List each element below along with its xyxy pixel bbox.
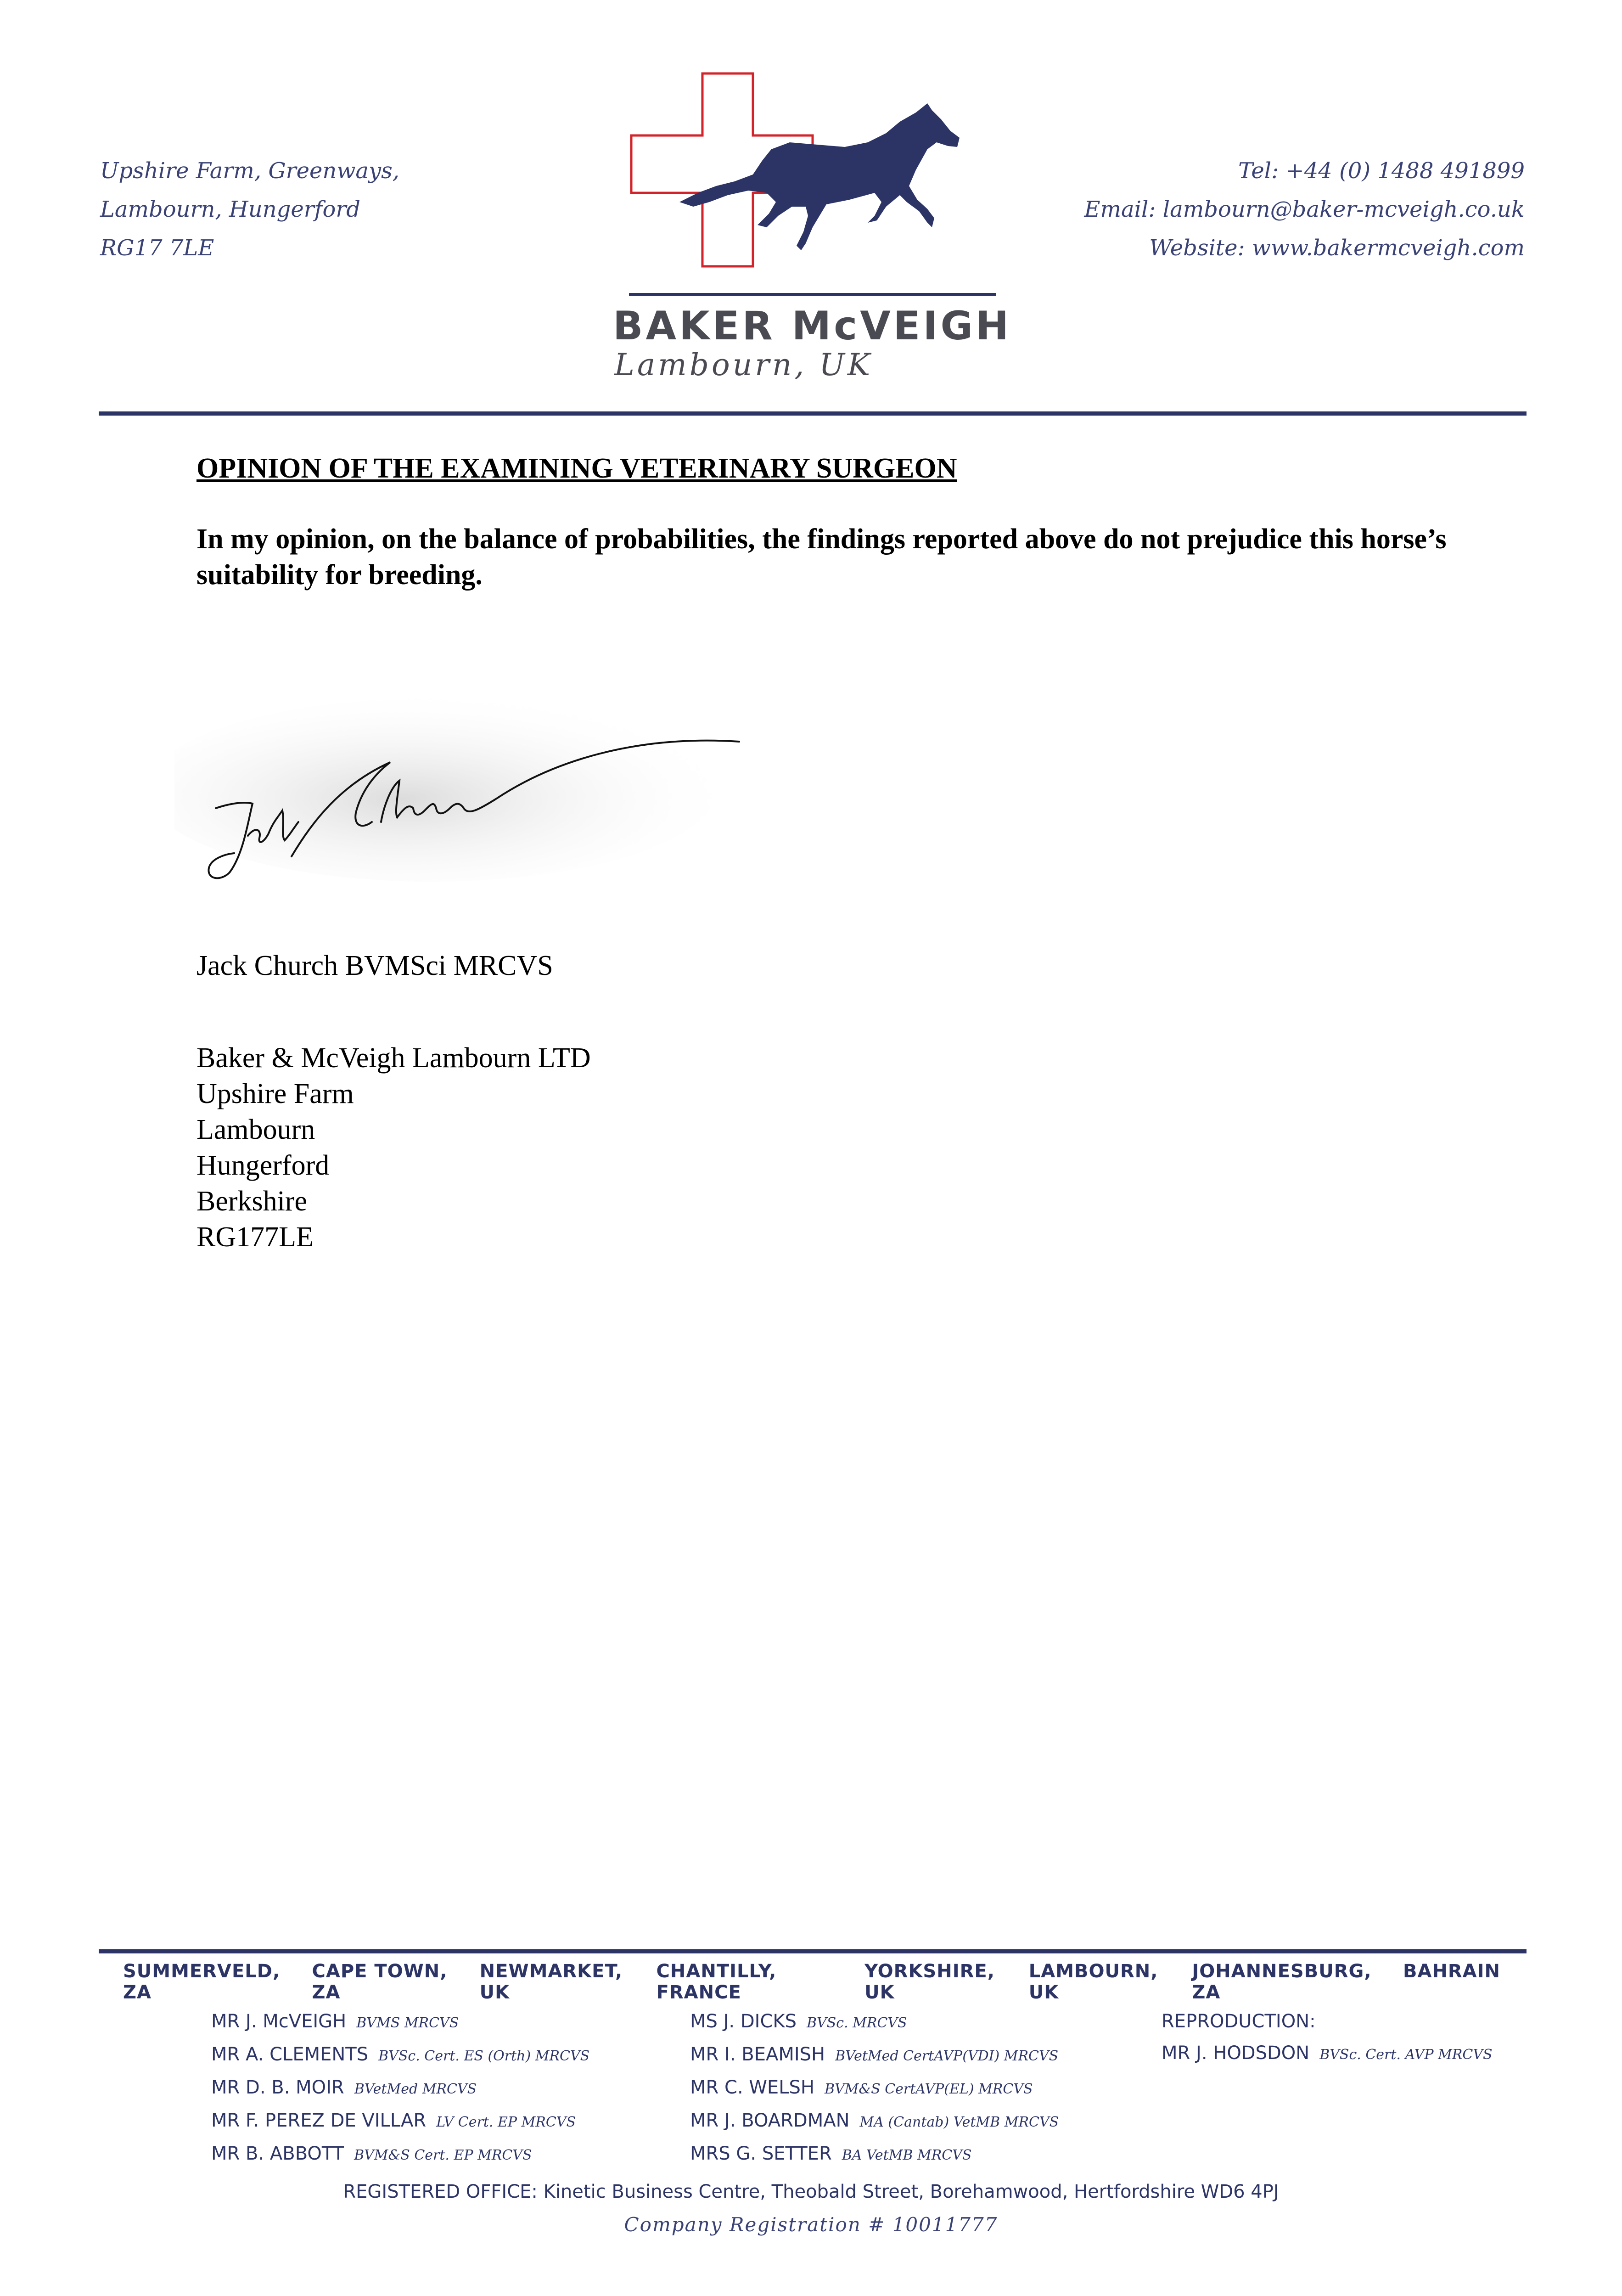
staff-qualifications: BVetMed CertAVP(VDI) MRCVS — [835, 2048, 1059, 2064]
logo-underline — [629, 293, 996, 296]
practice-address-line: Lambourn — [196, 1114, 315, 1145]
staff-column-1 — [211, 2006, 589, 2171]
staff-entry — [690, 2105, 1059, 2138]
staff-name: MR I. BEAMISH — [690, 2044, 825, 2065]
staff-qualifications: BVSc. Cert. ES (Orth) MRCVS — [378, 2048, 590, 2064]
practice-address — [196, 1040, 591, 1255]
staff-entry — [690, 2138, 1059, 2171]
staff-name: MR A. CLEMENTS — [211, 2044, 369, 2065]
horse-icon — [679, 103, 960, 250]
staff-name: MR D. B. MOIR — [211, 2077, 344, 2098]
staff-name: MR C. WELSH — [690, 2077, 814, 2098]
contact-phone: Tel: +44 (0) 1488 491899 — [1238, 158, 1525, 184]
address-line: Upshire Farm, Greenways, — [100, 158, 400, 184]
staff-qualifications: MA (Cantab) VetMB MRCVS — [859, 2114, 1059, 2130]
staff-qualifications: LV Cert. EP MRCVS — [436, 2114, 576, 2130]
reproduction-label: REPRODUCTION: — [1162, 2011, 1316, 2032]
location-item: LAMBOURN, UK — [1028, 1961, 1158, 2003]
contact-website: Website: www.bakermcveigh.com — [1149, 235, 1525, 261]
staff-qualifications: BVMS MRCVS — [356, 2015, 459, 2031]
registered-office: REGISTERED OFFICE: Kinetic Business Centre, Theobald Street, Borehamwood, Hertfordshire WD6 4PJ — [343, 2181, 1279, 2202]
address-line: Lambourn, Hungerford — [100, 197, 361, 222]
document-heading: OPINION OF THE EXAMINING VETERINARY SURGEON — [196, 453, 957, 484]
location-item: NEWMARKET, UK — [479, 1961, 623, 2003]
staff-name: MRS G. SETTER — [690, 2143, 832, 2164]
staff-name: MR F. PEREZ DE VILLAR — [211, 2110, 427, 2131]
brand-name: BAKER McVEIGH — [613, 303, 1012, 349]
staff-column-2 — [690, 2006, 1059, 2171]
staff-name: MR J. HODSDON — [1162, 2043, 1310, 2064]
location-item: CHANTILLY, FRANCE — [656, 1961, 777, 2003]
staff-column-3 — [1162, 2006, 1493, 2071]
footer-divider — [99, 1949, 1527, 1953]
header-divider — [99, 411, 1527, 416]
address-line: RG17 7LE — [100, 235, 214, 261]
company-registration: Company Registration # 10011777 — [624, 2213, 998, 2236]
staff-entry — [1162, 2037, 1493, 2071]
staff-entry — [690, 2006, 1059, 2039]
handwritten-signature — [174, 670, 762, 900]
practice-address-line: Upshire Farm — [196, 1078, 354, 1109]
practice-name: Baker & McVeigh Lambourn LTD — [196, 1042, 591, 1074]
location-item: YORKSHIRE, UK — [864, 1961, 995, 2003]
staff-entry — [211, 2138, 589, 2171]
staff-name: MR J. McVEIGH — [211, 2011, 347, 2032]
opinion-statement: In my opinion, on the balance of probabilities, the findings reported above do not prejudice this horse’s suitability for breeding. — [196, 523, 1447, 591]
staff-name: MS J. DICKS — [690, 2011, 797, 2032]
staff-name: MR B. ABBOTT — [211, 2143, 344, 2164]
location-item: JOHANNESBURG, ZA — [1192, 1961, 1372, 2003]
practice-address-line: Berkshire — [196, 1186, 308, 1217]
practice-address-line: Hungerford — [196, 1150, 330, 1181]
staff-entry — [211, 2072, 589, 2105]
staff-name: MR J. BOARDMAN — [690, 2110, 850, 2131]
signer-name: Jack Church BVMSci MRCVS — [196, 950, 553, 981]
office-locations — [123, 1961, 1500, 2003]
brand-location: Lambourn, UK — [614, 347, 873, 383]
staff-qualifications: BVM&S CertAVP(EL) MRCVS — [824, 2081, 1033, 2097]
staff-qualifications: BVM&S Cert. EP MRCVS — [354, 2147, 532, 2163]
staff-entry — [211, 2105, 589, 2138]
location-item: SUMMERVELD, ZA — [123, 1961, 281, 2003]
staff-qualifications: BA VetMB MRCVS — [842, 2147, 972, 2163]
practice-postcode: RG177LE — [196, 1221, 314, 1253]
staff-qualifications: BVSc. Cert. AVP MRCVS — [1319, 2047, 1493, 2063]
contact-email: Email: lambourn@baker-mcveigh.co.uk — [1084, 197, 1525, 222]
location-item: CAPE TOWN, ZA — [312, 1961, 448, 2003]
header-address — [100, 152, 399, 267]
staff-qualifications: BVSc. MRCVS — [807, 2015, 907, 2031]
staff-qualifications: BVetMed MRCVS — [354, 2081, 477, 2097]
staff-entry — [690, 2072, 1059, 2105]
staff-entry — [211, 2039, 589, 2072]
staff-entry — [211, 2006, 589, 2039]
header-contact — [1084, 152, 1525, 267]
location-item: BAHRAIN — [1403, 1961, 1500, 1982]
staff-entry — [690, 2039, 1059, 2072]
